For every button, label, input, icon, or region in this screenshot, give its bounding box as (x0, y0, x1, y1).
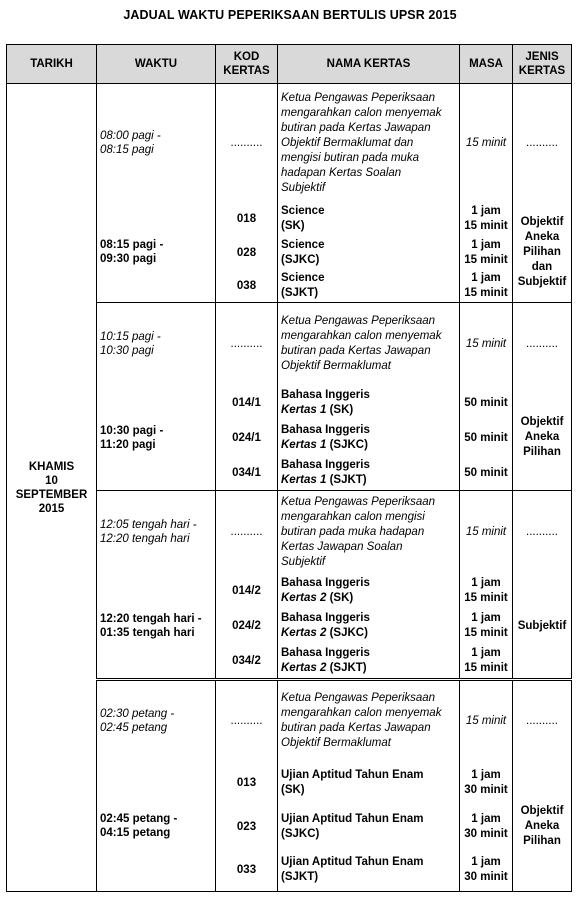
paper-name: Ujian Aptitud Tahun Enam (SJKT) (281, 856, 424, 883)
paper-masa: 1 jam 15 minit (464, 576, 508, 604)
paper-name: Bahasa Inggeris Kertas 2 (SJKC) (281, 611, 370, 639)
instr-jenis: .......... (526, 715, 558, 727)
paper-masa: 1 jam 30 minit (464, 769, 508, 796)
instr-time-end: 02:45 petang (100, 722, 168, 734)
masa-cell (460, 84, 513, 303)
instr-text: Objektif Bermaklumat (281, 360, 391, 372)
exam-time-end: 01:35 tengah hari (100, 626, 195, 639)
jenis-kertas: Subjektif (517, 619, 567, 632)
kod-cell (216, 680, 278, 892)
page-title: JADUAL WAKTU PEPERIKSAAN BERTULIS UPSR 2015 (123, 8, 457, 22)
paper-masa: 1 jam 15 minit (464, 646, 508, 674)
instr-text: Ketua Pengawas Peperiksaan (281, 692, 436, 704)
instr-time-start: 10:15 pagi - (100, 331, 161, 343)
paper-kod: 014/2 (232, 584, 261, 597)
kod-cell (216, 491, 278, 680)
instr-text: butiran pada Kertas Jawapan (281, 722, 431, 734)
instr-text: Ketua Pengawas Peperiksaan (281, 495, 436, 508)
instr-time-start: 08:00 pagi - (100, 130, 161, 142)
paper-kod: 014/1 (232, 396, 261, 409)
paper-kod: 023 (236, 821, 257, 833)
paper-kod: 034/1 (232, 466, 261, 479)
instr-text: Subjektif (281, 181, 326, 194)
instr-text: mengarahkan calon menyemak (281, 707, 442, 719)
waktu-cell (97, 303, 216, 491)
paper-masa: 50 minit (464, 396, 508, 409)
instr-text: Subjektif (281, 555, 326, 568)
jenis-kertas: Objektif Aneka Pilihan (520, 416, 564, 458)
exam-time-end: 11:20 pagi (100, 438, 156, 451)
exam-timetable (6, 44, 572, 892)
paper-name: Bahasa Inggeris Kertas 1 (SJKT) (281, 458, 370, 486)
date-cell: KHAMIS 10 SEPTEMBER 2015 (7, 84, 97, 892)
instr-time-end: 08:15 pagi (100, 144, 154, 156)
exam-time-end: 09:30 pagi (100, 253, 157, 265)
instr-jenis: .......... (526, 338, 558, 350)
instr-kod: .......... (230, 338, 263, 350)
waktu-cell (97, 491, 216, 680)
header-tarikh: TARIKH (7, 45, 97, 84)
instr-text: hadapan Kertas Soalan (281, 166, 402, 179)
kod-cell (216, 84, 278, 303)
instr-text: mengarahkan calon menyemak (281, 106, 442, 119)
paper-masa: 50 minit (464, 466, 508, 479)
paper-kod: 024/1 (232, 431, 261, 444)
instr-text: Objektif Bermaklumat (281, 737, 391, 749)
exam-time-start: 12:20 tengah hari - (100, 612, 202, 625)
paper-kod: 024/2 (232, 619, 261, 632)
paper-masa: 1 jam 30 minit (464, 813, 508, 840)
exam-time-start: 02:45 petang - (100, 813, 178, 825)
instr-time-end: 12:20 tengah hari (100, 533, 190, 545)
jenis-kertas: Objektif Aneka Pilihan (520, 804, 564, 847)
header-nama-kertas: NAMA KERTAS (278, 45, 460, 84)
paper-name: Ujian Aptitud Tahun Enam (SK) (281, 769, 424, 796)
paper-name: Ujian Aptitud Tahun Enam (SJKC) (281, 813, 424, 840)
paper-name: Bahasa Inggeris Kertas 1 (SJKC) (281, 423, 370, 451)
instr-masa: 15 minit (465, 137, 507, 149)
exam-time-start: 10:30 pagi - (100, 424, 164, 437)
nama-cell (278, 84, 460, 303)
paper-kod: 034/2 (232, 654, 261, 667)
instr-kod: .......... (230, 715, 263, 727)
jenis-cell (513, 303, 572, 491)
masa-cell (460, 680, 513, 892)
waktu-cell (97, 84, 216, 303)
paper-kod: 033 (236, 864, 257, 876)
instr-masa: 15 minit (465, 715, 507, 727)
nama-cell (278, 491, 460, 680)
paper-masa: 50 minit (464, 431, 508, 444)
instr-text: Ketua Pengawas Peperiksaan (281, 315, 436, 327)
instr-text: Objektif Bermaklumat dan (281, 136, 414, 149)
nama-cell (278, 303, 460, 491)
waktu-cell (97, 680, 216, 892)
paper-name: Bahasa Inggeris Kertas 2 (SK) (281, 576, 370, 604)
paper-kod: 013 (236, 777, 257, 789)
paper-kod: 018 (236, 213, 257, 225)
paper-name: Bahasa Inggeris Kertas 1 (SK) (281, 388, 370, 416)
instr-text: Ketua Pengawas Peperiksaan (281, 91, 436, 104)
jenis-cell (513, 491, 572, 680)
instr-kod: .......... (230, 137, 263, 149)
jenis-cell (513, 680, 572, 892)
header-masa: MASA (460, 45, 513, 84)
instr-kod: .......... (230, 526, 263, 538)
paper-name: Science (SJKC) (281, 238, 325, 266)
kod-cell (216, 303, 278, 491)
paper-kod: 028 (236, 246, 257, 259)
masa-cell (460, 491, 513, 680)
exam-time-start: 08:15 pagi - (100, 239, 164, 251)
instr-text: butiran pada muka hadapan (281, 525, 425, 538)
paper-masa: 1 jam 30 minit (464, 856, 508, 883)
header-jenis-kertas: JENIS KERTAS (513, 45, 572, 84)
instr-text: mengarahkan calon mengisi (281, 510, 425, 523)
instr-text: mengisi butiran pada muka (281, 151, 420, 164)
instr-masa: 15 minit (465, 526, 507, 538)
header-waktu: WAKTU (97, 45, 216, 84)
paper-kod: 038 (236, 279, 257, 292)
paper-masa: 1 jam 15 minit (464, 611, 508, 639)
paper-masa: 1 jam 15 minit (464, 271, 508, 299)
instr-text: mengarahkan calon menyemak (281, 330, 442, 342)
masa-cell (460, 303, 513, 491)
instr-text: Kertas Jawapan Soalan (281, 540, 403, 553)
nama-cell (278, 680, 460, 892)
exam-time-end: 04:15 petang (100, 827, 171, 839)
paper-masa: 1 jam 15 minit (464, 205, 508, 232)
paper-name: Bahasa Inggeris Kertas 2 (SJKT) (281, 646, 370, 674)
instr-text: butiran pada Kertas Jawapan (281, 121, 431, 134)
jenis-cell (513, 84, 572, 303)
instr-time-end: 10:30 pagi (100, 345, 154, 357)
instr-time-start: 12:05 tengah hari - (100, 519, 197, 531)
paper-name: Science (SJKT) (281, 271, 325, 299)
paper-masa: 1 jam 15 minit (464, 238, 508, 266)
instr-time-start: 02:30 petang - (100, 708, 175, 720)
instr-text: butiran pada Kertas Jawapan (281, 345, 431, 357)
header-row (7, 45, 572, 84)
instr-jenis: .......... (526, 137, 558, 149)
session-row (7, 84, 572, 303)
paper-name: Science (SK) (281, 205, 325, 232)
jenis-kertas: Objektif Aneka Pilihan dan Subjektif (517, 215, 567, 288)
instr-masa: 15 minit (465, 338, 507, 350)
instr-jenis: .......... (526, 526, 558, 538)
header-kod-kertas: KOD KERTAS (216, 45, 278, 84)
